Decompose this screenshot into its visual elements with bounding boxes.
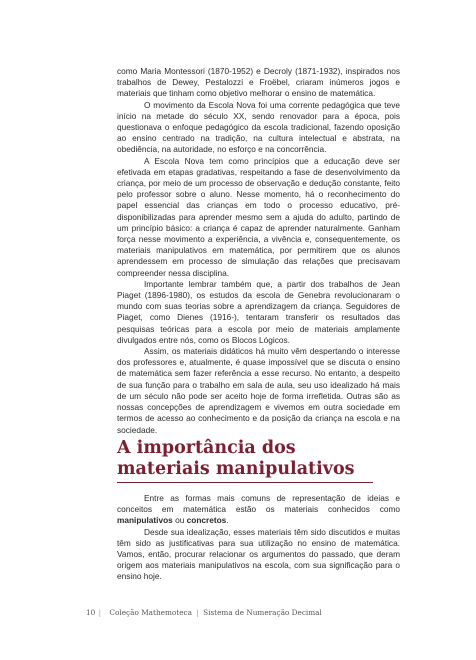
heading-underline [117, 482, 373, 483]
book-title: Sistema de Numeração Decimal [203, 608, 322, 617]
page-number-separator: | [98, 608, 102, 617]
page-number: 10 [86, 608, 96, 617]
section-paragraph-1 [117, 493, 400, 527]
paragraph-2: O movimento da Escola Nova foi uma corrente pedagógica que teve início na metade do século XX, sendo renovador para a época, pois questionava o enfoque pedagógico da escola tradicional, fazendo oposição ao ensino centrado na tradição, na cultura intelectual e abstrata, na obediência, na autoridade, no esforço e na concorrência. [117, 99, 400, 155]
footer-separator: | [196, 608, 199, 617]
page-footer [86, 608, 416, 617]
paragraph-1: como Maria Montessori (1870-1952) e Decroly (1871-1932), inspirados nos trabalhos de Dewey, Pestalozzi e Froëbel, criaram inúmeros jogos e materiais que tinham como objetivo melhorar o ensino de matemática. [117, 66, 400, 99]
section-p1-text-after: . [226, 515, 229, 526]
section-p1-text-before: Entre as formas mais comuns de representação de ideias e conceitos em matemática estão os materiais conhecidos como [117, 493, 400, 515]
body-text [117, 66, 400, 436]
section-heading [117, 438, 407, 480]
section-text [117, 493, 400, 583]
section-paragraph-2: Desde sua idealização, esses materiais têm sido discutidos e muitas têm sido as justificativas para sua utilização no ensino de matemática. Vamos, então, procurar relacionar os argumentos do passado, que deram origem aos materiais manipulativos na escola, com sua significação para o ensino hoje. [117, 526, 400, 582]
section-heading-line-1: A importância dos [117, 438, 296, 458]
paragraph-4: Importante lembrar também que, a partir dos trabalhos de Jean Piaget (1896-1980), os estudos da escola de Genebra revolucionaram o mundo com suas teorias sobre a aprendizagem da criança. Seguidores de Piaget, como Dienes (1916-), tentaram transferir os resultados das pesquisas teóricas para a escola por meio de materiais amplamente divulgados entre nós, como os Blocos Lógicos. [117, 278, 400, 345]
section-heading-line-2: materiais manipulativos [117, 459, 355, 479]
collection-name: Coleção Mathemoteca [109, 608, 192, 617]
paragraph-5: Assim, os materiais didáticos há muito vêm despertando o interesse dos professores e, atualmente, é quase impossível que se discuta o ensino de matemática sem fazer referência a esse recurso. No entanto, a despeito de sua função para o trabalho em sala de aula, seu uso idealizado há mais de um século não pode ser aceito hoje de forma irrefletida. Outras são as nossas concepções de aprendizagem e vivemos em outra sociedade em termos de acesso ao conhecimento e da posição da criança na escola e na sociedade. [117, 346, 400, 435]
paragraph-3: A Escola Nova tem como princípios que a educação deve ser efetivada em etapas gradativas, respeitando a fase de desenvolvimento da criança, por meio de um processo de observação e dedução constante, feito pelo professor sobre o aluno. Nesse momento, há o reconhecimento do papel essencial das crianças em todo o processo educativo, pré-disponibilizadas para aprender mesmo sem a ajuda do adulto, partindo de um princípio básico: a criança é capaz de aprender naturalmente. Ganham força nesse movimento a experiência, a vivência e, consequentemente, os materiais manipulativos em matemática, por permitirem que os alunos aprendessem em processo de simulação das relações que precisavam compreender nessa disciplina. [117, 155, 400, 278]
section-p1-text-mid: ou [172, 515, 187, 526]
section-p1-bold-manipulativos: manipulativos [117, 515, 173, 526]
section-p1-bold-concretos: concretos [186, 515, 227, 526]
